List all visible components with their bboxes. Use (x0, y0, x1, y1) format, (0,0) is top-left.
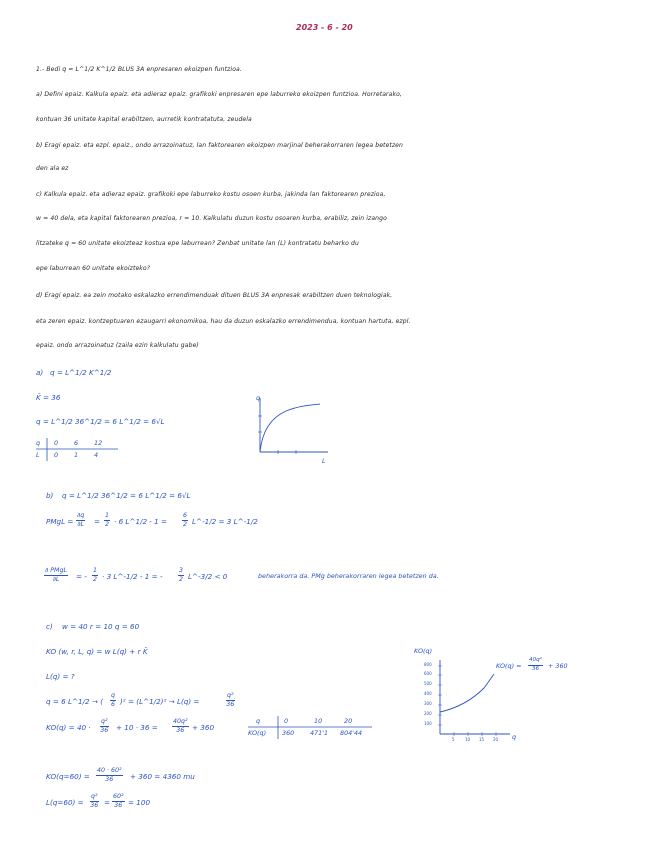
l60-a: L(q=60) = (46, 798, 84, 807)
ko-line-40q2 (172, 719, 189, 735)
deriv-fraction (44, 568, 68, 584)
ko-table-q-label: q (256, 717, 261, 725)
solution-c-given: w = 40 r = 10 q = 60 (62, 622, 140, 631)
frac-num: 3 (178, 568, 184, 576)
ko-x-tick: 20 (493, 737, 499, 742)
graph-x-label: L (322, 457, 326, 465)
frac-num: q² (100, 719, 109, 727)
solution-a-eq2: K̄ = 36 (36, 393, 61, 402)
frac-den: ∂L (52, 576, 60, 584)
frac-den: 2 (105, 521, 110, 529)
l60-frac1 (90, 794, 99, 810)
ko-y-tick: 400 (424, 691, 432, 696)
deriv-mid2: · 3 L^-1/2 - 1 = - (102, 572, 163, 581)
frac-num: 1 (104, 513, 110, 521)
ko-table-ko-label: KO(q) (248, 729, 267, 737)
table-l-cell: 4 (94, 451, 99, 459)
ko-curve-frac (528, 658, 543, 672)
pmgl-lhs: PMgL = (46, 517, 74, 526)
problem-c-line2: w = 40 dela, eta kapital faktorearen prezioa, r = 10. Kalkulatu duzun kostu osoaren kurba, erabiliz, zein izango (36, 215, 387, 222)
pmgl-fraction (76, 513, 85, 529)
frac-num: ∂q (76, 513, 85, 521)
deriv-three (178, 568, 184, 584)
ko-curve-label-a: KO(q) = (496, 662, 522, 670)
step1-b: )² = (L^1/2)² → L(q) = (120, 697, 200, 706)
l60-c: = 100 (128, 798, 151, 807)
solution-b-heading: b) (46, 491, 54, 500)
deriv-mid: = - (76, 572, 87, 581)
ko-table-ko-cell: 471'1 (310, 729, 329, 737)
pmgl-six (182, 513, 188, 529)
problem-d-line1: d) Eragi epaiz. ea zein motako eskalazko errendimenduak dituen BLUS 3A enpresak erabiltzen duen teknologiak, (36, 292, 393, 299)
ko-table (248, 716, 378, 740)
frac-den: 2 (179, 576, 184, 584)
frac-den: 6 (110, 701, 115, 709)
ko-y-tick: 200 (424, 711, 432, 716)
frac-num: 40q² (172, 719, 189, 727)
pmgl-eq: = (94, 517, 101, 526)
pmgl-end: L^-1/2 = 3 L^-1/2 (192, 517, 258, 526)
deriv-end: L^-3/2 < 0 (188, 572, 228, 581)
lq-question: L(q) = ? (46, 672, 75, 681)
pmgl-half (104, 513, 110, 529)
frac-den: 36 (105, 776, 114, 784)
table-q-label: q (36, 439, 41, 447)
table-q-cell: 0 (54, 439, 59, 447)
ko60-frac (96, 768, 123, 784)
production-graph (252, 396, 332, 458)
ko-line-q2 (100, 719, 109, 735)
problem-a-line1: a) Defini epaiz. Kalkula epaiz. eta adieraz epaiz. grafikoki enpresaren epe laburreko ekoizpen funtzioa. Horretarako, (36, 91, 402, 98)
frac-den: 2 (93, 576, 98, 584)
frac-num: q (110, 693, 116, 701)
ko-table-q-cell: 10 (314, 717, 323, 725)
frac-den: ∂L (77, 521, 85, 529)
table-l-label: L (36, 451, 40, 459)
step1-q2-over-36 (226, 693, 235, 709)
ko60-a: KO(q=60) = (46, 772, 90, 781)
frac-num: q² (226, 693, 235, 701)
frac-num: ∂ PMgL (44, 568, 68, 576)
l60-b: = (104, 798, 111, 807)
solution-a-eq3: q = L^1/2 36^1/2 = 6 L^1/2 = 6√L (36, 417, 165, 426)
cost-curve (440, 674, 494, 712)
step1-q-over-6 (110, 693, 116, 709)
ko-line-b: + 10 · 36 = (116, 723, 158, 732)
frac-den: 36 (531, 665, 540, 672)
ko-y-tick: 800 (424, 662, 432, 667)
problem-d-line2: eta zeren epaiz. kontzeptuaren ezaugarri ekonomikoa, hau da duzun eskalazko errendimendua, kontuan hartuta, ezpl. (36, 318, 411, 325)
ko-table-q-cell: 0 (284, 717, 289, 725)
solution-b-eq1: q = L^1/2 36^1/2 = 6 L^1/2 = 6√L (62, 491, 191, 500)
frac-num: 40 · 60² (96, 768, 123, 776)
step1-a: q = 6 L^1/2 → ( (46, 697, 104, 706)
date-header: 2023 - 6 - 20 (296, 23, 353, 32)
ko-definition: KO (w, r, L, q) = w L(q) + r K̄ (46, 647, 148, 656)
frac-den: 36 (176, 727, 185, 735)
solution-a-heading: a) (36, 368, 44, 377)
ko-x-tick: 5 (452, 737, 455, 742)
table-q-cell: 6 (74, 439, 79, 447)
frac-den: 36 (114, 802, 123, 810)
table-l-cell: 1 (74, 451, 79, 459)
ko-table-lines (248, 716, 378, 740)
ko-x-tick: 10 (465, 737, 471, 742)
l60-frac2 (112, 794, 125, 810)
frac-den: 36 (90, 802, 99, 810)
ko-y-tick: 500 (424, 681, 432, 686)
frac-num: q² (90, 794, 99, 802)
solution-b-conclusion: beherakorra da. PMg beherakorraren legea betetzen da. (258, 572, 439, 580)
frac-num: 40q² (528, 658, 543, 666)
ko-y-tick: 300 (424, 701, 432, 706)
table-lines (36, 438, 120, 462)
frac-num: 6 (182, 513, 188, 521)
problem-intro: 1.- Bedi q = L^1/2 K^1/2 BLUS 3A enpresaren ekoizpen funtzioa. (36, 66, 242, 73)
problem-d-line3: epaiz. ondo arrazoinatuz (zaila ezin kalkulatu gabe) (36, 342, 199, 349)
solution-a-eq1: q = L^1/2 K^1/2 (50, 368, 112, 377)
ko-graph-x-label: q (512, 733, 517, 741)
ko-y-tick: 100 (424, 721, 432, 726)
ko-x-tick: 15 (479, 737, 485, 742)
ko-table-ko-cell: 804'44 (340, 729, 363, 737)
pmgl-mid: · 6 L^1/2 - 1 = (114, 517, 168, 526)
ko-curve-label-b: + 360 (548, 662, 568, 670)
frac-num: 1 (92, 568, 98, 576)
frac-den: 2 (183, 521, 188, 529)
ko-table-q-cell: 20 (344, 717, 353, 725)
ko-graph-y-label: KO(q) (414, 647, 433, 655)
problem-a-line2: kontuan 36 unitate kapital erabiltzen, aurretik kontratatuta, zeudela (36, 116, 252, 123)
ko-line-a: KO(q) = 40 · (46, 723, 91, 732)
production-curve (260, 404, 320, 452)
frac-den: 36 (100, 727, 109, 735)
graph-y-label: q (256, 394, 261, 402)
problem-c-line1: c) Kalkula epaiz. eta adieraz epaiz. grafikoki epe laburreko kostu osoen kurba, jakinda lan faktorearen prezioa, (36, 191, 386, 198)
solution-c-heading: c) (46, 622, 53, 631)
problem-b-line1: b) Eragi epaiz. eta ezpl. epaiz., ondo arrazoinatuz, lan faktorearen ekoizpen marjinal beherakorraren legea betetzen (36, 142, 403, 149)
table-l-cell: 0 (54, 451, 59, 459)
problem-c-line4: epe laburrean 60 unitate ekoizteko? (36, 265, 151, 272)
frac-den: 36 (226, 701, 235, 709)
deriv-half (92, 568, 98, 584)
ko60-b: + 360 = 4360 mu (130, 772, 195, 781)
ko-y-tick: 600 (424, 671, 432, 676)
solution-a-table (36, 438, 120, 462)
ko-table-ko-cell: 360 (282, 729, 295, 737)
ko-line-c: + 360 (192, 723, 215, 732)
table-q-cell: 12 (94, 439, 103, 447)
problem-b-line2: den ala ez (36, 165, 69, 172)
problem-c-line3: litzateke q = 60 unitate ekoizteaz kostua epe laburrean? Zenbat unitate lan (L) kontratatu beharko du (36, 240, 359, 247)
frac-num: 60² (112, 794, 125, 802)
